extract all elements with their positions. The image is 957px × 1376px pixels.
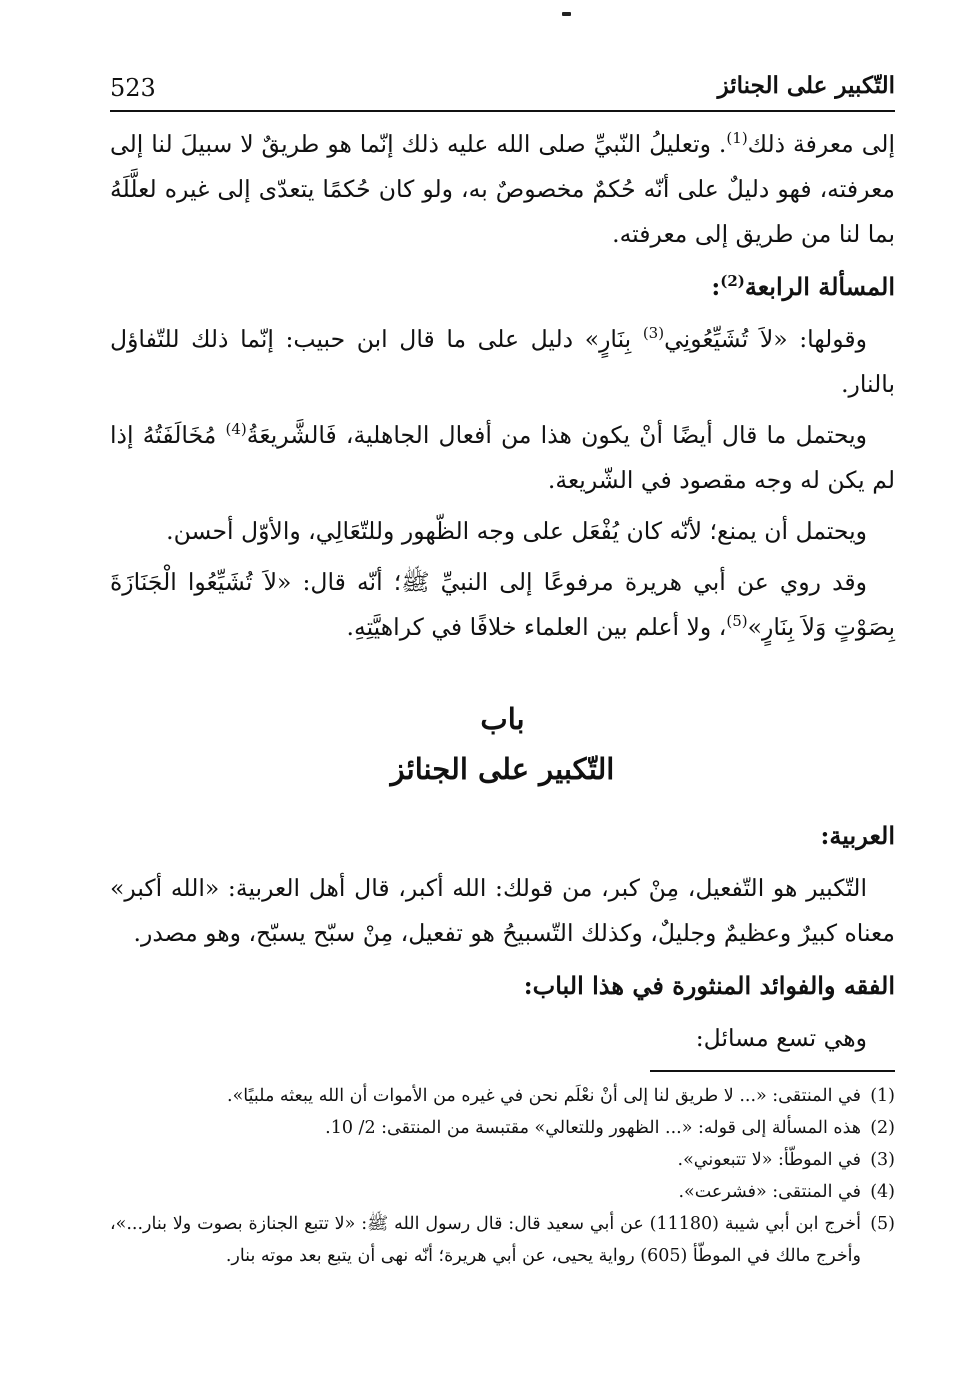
running-title: التّكبير على الجنائز	[717, 72, 895, 99]
paragraph-3	[110, 413, 895, 503]
footnote-number: (5)	[870, 1214, 895, 1234]
heading-fourth-issue-text: المسألة الرابعة	[744, 272, 895, 301]
paragraph-6: التّكبير هو التّفعيل، مِنْ كبر، من قولك: الله أكبر، قال أهل العربية: «الله أكبر» معناه كبيرٌ وعظيمٌ وجليلٌ، وكذلك التّسبيحُ هو تفعيل، مِنْ سبّح يسبّح، وهو مصدر.	[110, 874, 895, 947]
footnote-ref-4: (4)	[225, 420, 247, 439]
footnote-number: (4)	[870, 1182, 895, 1202]
footnote-ref-1: (1)	[726, 129, 748, 148]
paragraph-3-start: ويحتمل ما قال أيضًا أنْ يكون هذا من أفعال الجاهلية، فَالشَّريعَةُ	[246, 421, 867, 449]
paragraph-1-rest: . وتعليلُ النّبيِّ صلى الله عليه ذلك إنّما هو طريقٌ لا سبيلَ لنا إلى معرفته، فهو دليلٌ على أنّه حُكمٌ مخصوصٌ به، ولو كان حُكمًا يتعدّى إلى غيره لعلَّلَهُ بما لنا من طريق إلى معرفته.	[110, 130, 895, 248]
footnote-item	[110, 1176, 895, 1208]
footnote-item	[110, 1144, 895, 1176]
footnote-ref-5: (5)	[726, 612, 748, 631]
chapter-label: باب	[480, 702, 525, 736]
footnote-text: هذه المسألة إلى قوله: «... الظهور وللتعالي» مقتبسة من المنتقى: 2/ 10.	[325, 1118, 861, 1138]
paragraph-5	[110, 560, 895, 650]
footnotes	[110, 1080, 895, 1272]
footnote-ref-2: (2)	[720, 272, 745, 290]
footnote-number: (2)	[870, 1118, 895, 1138]
footnote-item	[110, 1208, 895, 1272]
footnote-number: (3)	[870, 1150, 895, 1170]
paragraph-2	[110, 317, 895, 407]
footnote-text: في المنتقى: «... لا طريق لنا إلى أنْ نعْلَم نحن في غيره من الأموات أن الله يبعثه ملبيًا».	[227, 1086, 861, 1106]
footnote-item	[110, 1080, 895, 1112]
chapter-title: التّكبير على الجنائز	[390, 752, 615, 786]
footnote-text: في الموطّأ: «لا تتبعوني».	[677, 1150, 861, 1170]
page-number: 523	[110, 74, 156, 102]
footnote-item	[110, 1112, 895, 1144]
header-divider	[110, 110, 895, 112]
paragraph-2-rest: بِنَارٍ» دليل على ما قال ابن حبيب: إنّما ذلك للتّفاؤل بالنار.	[110, 325, 895, 398]
page-header	[110, 66, 895, 106]
paragraph-5-start: وقد روي عن أبي هريرة مرفوعًا إلى النبيِّ ﷺ؛ أنّه قال: «لاَ تُشَيِّعُوا الْجَنَازَةَ بِصَوْتٍ وَلاَ بِنَارٍ»	[110, 568, 895, 641]
paragraph-4: ويحتمل أن يمنع؛ لأنّه كان يُفْعَل على وجه الظّهور وللتّعَالِي، والأوّل أحسن.	[166, 517, 867, 545]
paragraph-7: وهي تسع مسائل:	[695, 1024, 867, 1052]
section-spacer-2	[110, 794, 895, 812]
footnote-ref-3: (3)	[642, 324, 665, 343]
heading-fiqh: الفقه والفوائد المنثورة في هذا الباب:	[523, 971, 895, 1000]
paragraph-1	[110, 122, 895, 257]
footnote-divider	[650, 1070, 895, 1072]
footnote-number: (1)	[870, 1086, 895, 1106]
main-text	[110, 122, 895, 1067]
paragraph-3-rest: مُخَالَفَتُهُ إذا لم يكن له وجه مقصود في الشّريعة.	[110, 421, 895, 494]
footnote-text: أخرج ابن أبي شيبة (11180) عن أبي سعيد قال: قال رسول الله ﷺ: «لا تتبع الجنازة بصوت ولا بنار...»، وأخرج مالك في الموطّأ (605) رواية يحيى، عن أبي هريرة؛ أنّه نهى أن يتبع بعد موته بنار.	[110, 1214, 861, 1266]
heading-arabic-language: العربية:	[820, 821, 895, 850]
section-spacer	[110, 656, 895, 694]
scan-speck	[562, 12, 571, 16]
heading-colon: :	[711, 272, 721, 301]
heading-fourth-issue	[110, 263, 895, 311]
paragraph-2-start: وقولها: «لاَ تُشَيِّعُونِي	[664, 325, 868, 353]
footnote-text: في المنتقى: «فشرعت».	[678, 1182, 861, 1202]
paragraph-5-rest: ، ولا أعلم بين العلماء خلافًا في كراهيَّتِهِ.	[346, 613, 727, 641]
paragraph-1-start: إلى معرفة ذلك	[747, 130, 896, 158]
